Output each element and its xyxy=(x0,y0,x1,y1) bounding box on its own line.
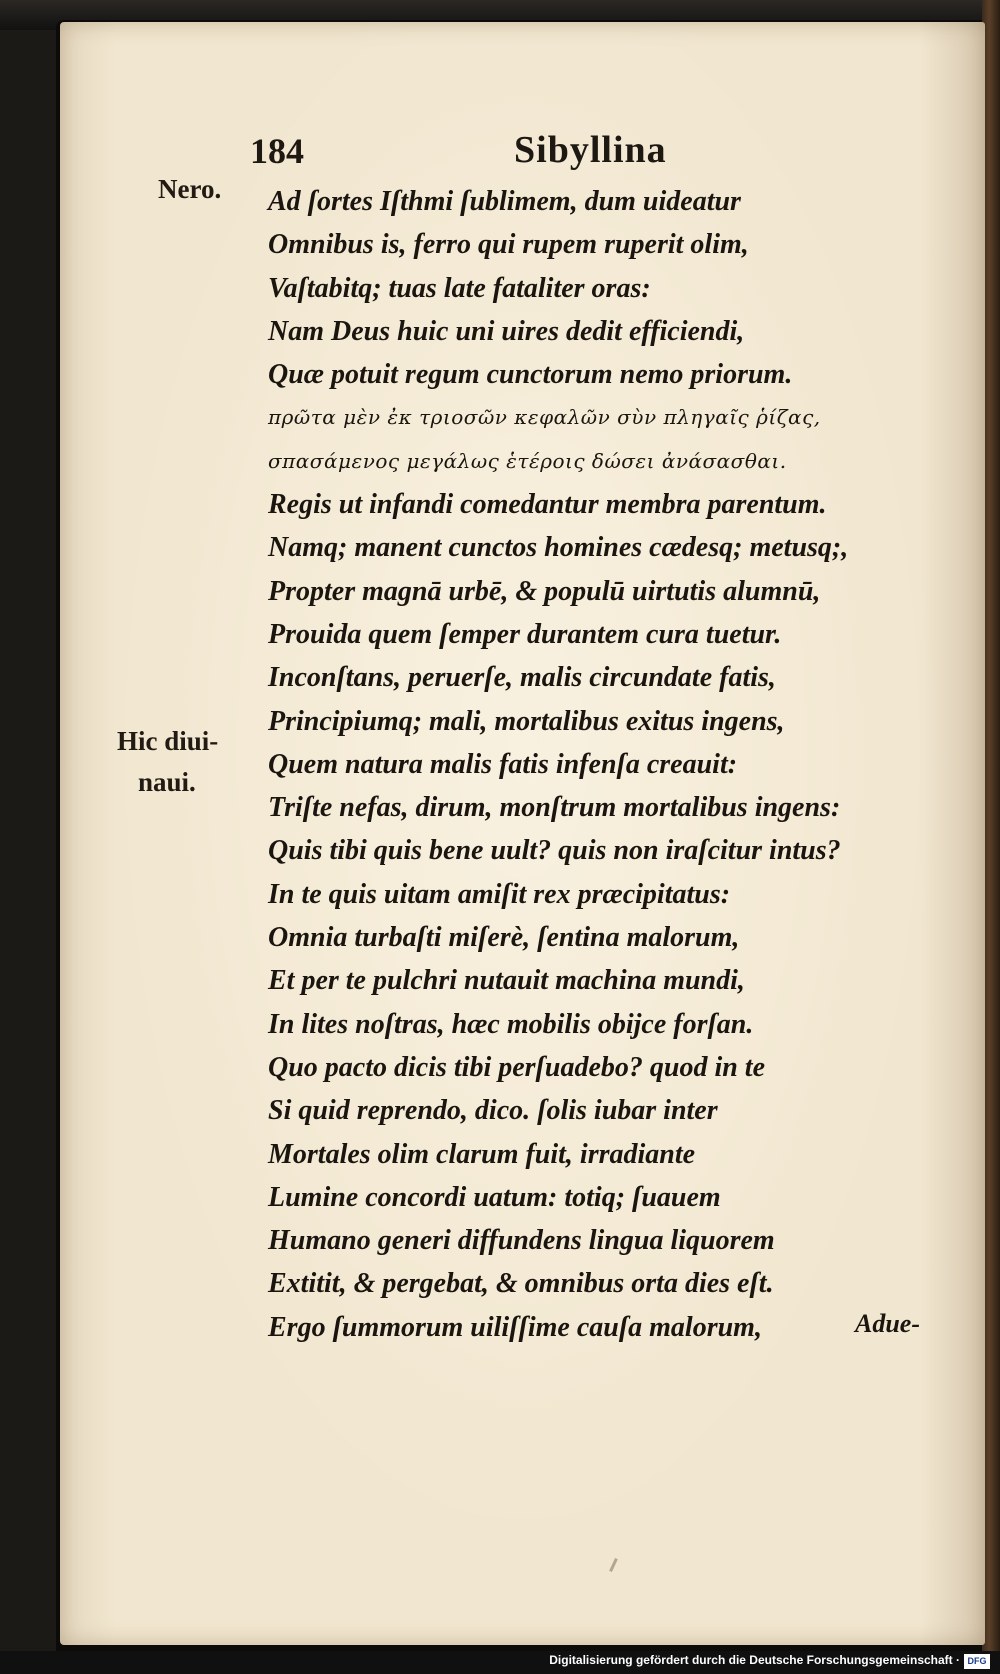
verse-line: Ad ſortes Iſthmi ſublimem, dum uideatur xyxy=(268,186,741,217)
verse-line: Quem natura malis fatis infenſa creauit: xyxy=(268,748,738,780)
verse-line: Quis tibi quis bene uult? quis non iraſcitur intus? xyxy=(268,835,841,867)
marginal-note-line2: naui. xyxy=(138,767,196,797)
verse-line: Si quid reprendo, dico. ſolis iubar inter xyxy=(268,1095,718,1127)
verse-line: Mortales olim clarum fuit, irradiante xyxy=(268,1138,696,1170)
verse-line-greek: σπασάμενος μεγάλως ἑτέροις δώσει ἀνάσασθαι. xyxy=(268,448,787,473)
verse-line: In te quis uitam amiſit rex præcipitatus: xyxy=(268,878,731,910)
verse-line: Omnibus is, ferro qui rupem ruperit olim, xyxy=(268,229,749,261)
verse-line: Extitit, & pergebat, & omnibus orta dies eſt. xyxy=(268,1268,774,1300)
marginal-note-line1: Hic diui- xyxy=(117,726,219,756)
verse-line: Prouida quem ſemper durantem cura tuetur. xyxy=(268,618,782,650)
verse-text xyxy=(268,180,958,1349)
verse-line: In lites noſtras, hæc mobilis obijce forſan. xyxy=(268,1008,754,1040)
running-head xyxy=(250,130,720,180)
running-title: Sibyllina xyxy=(514,129,667,171)
verse-line: Quo pacto dicis tibi perſuadebo? quod in te xyxy=(268,1051,765,1083)
verse-line: Quæ potuit regum cunctorum nemo priorum. xyxy=(268,359,793,391)
verse-line: Nam Deus huic uni uires dedit efficiendi, xyxy=(268,315,745,347)
footer-bar xyxy=(0,1651,1000,1674)
verse-line: Humano generi diffundens lingua liquorem xyxy=(268,1225,775,1257)
verse-line: Inconſtans, peruerſe, malis circundate fatis, xyxy=(268,662,776,694)
verse-line: Propter magnā urbē, & populū uirtutis alumnū, xyxy=(268,575,821,607)
verse-line: Vaſtabitq; tuas late fataliter oras: xyxy=(268,272,651,304)
catchword: Adue- xyxy=(855,1309,920,1338)
verse-line: Et per te pulchri nutauit machina mundi, xyxy=(268,965,745,997)
verse-line: Namq; manent cunctos homines cædesq; metusq;, xyxy=(268,532,849,564)
verse-line: Omnia turbaſti miſerè, ſentina malorum, xyxy=(268,922,740,954)
verse-line: Principiumq; mali, mortalibus exitus ingens, xyxy=(268,705,785,737)
verse-line: Triſte nefas, dirum, monſtrum mortalibus ingens: xyxy=(268,792,841,824)
page-number: 184 xyxy=(250,131,304,171)
dfg-logo-icon: DFG xyxy=(964,1654,990,1669)
verse-line: Lumine concordi uatum: totiq; ſuauem xyxy=(268,1181,721,1213)
verse-line: Ergo ſummorum uiliſſime cauſa malorum, xyxy=(268,1311,762,1343)
verse-line-greek: πρῶτα μὲν ἐκ τριοσῶν κεφαλῶν σὺν πληγαῖς ῥίζας, xyxy=(268,405,821,430)
footer-credit: Digitalisierung gefördert durch die Deutsche Forschungsgemeinschaft · xyxy=(549,1653,960,1667)
marginal-speaker: Nero. xyxy=(158,174,222,204)
verse-line: Regis ut infandi comedantur membra parentum. xyxy=(268,489,827,521)
